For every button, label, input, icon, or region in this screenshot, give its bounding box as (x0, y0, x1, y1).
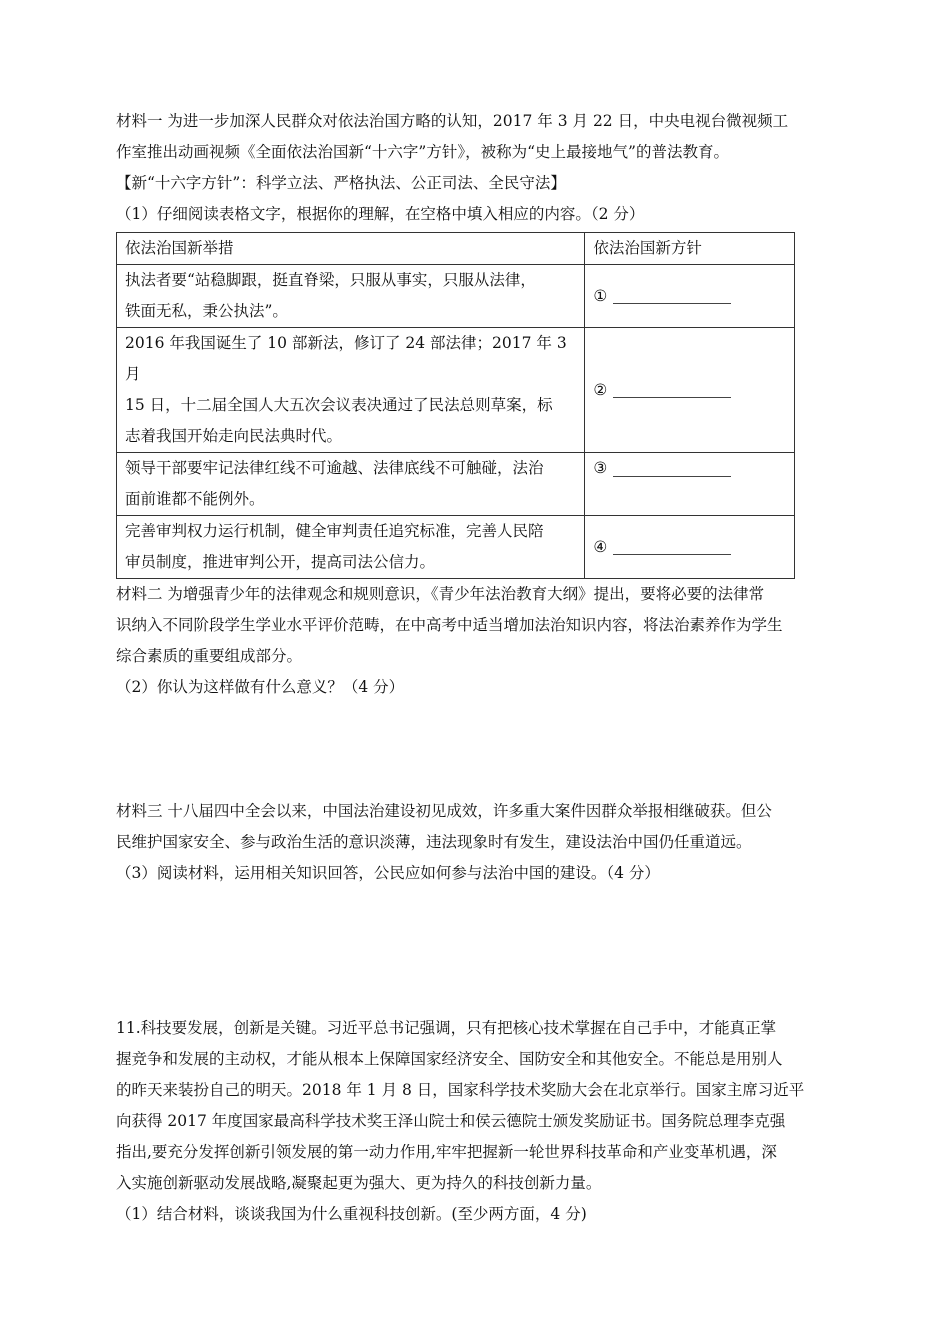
q11-line: 指出,要充分发挥创新引领发展的第一动力作用,牢牢把握新一轮世界科技革命和产业变革机遇，深 (116, 1143, 777, 1161)
measure-line: 领导干部要牢记法律红线不可逾越、法律底线不可触碰，法治 (125, 459, 544, 477)
material-one-line: 材料一 为进一步加深人民群众对依法治国方略的认知，2017 年 3 月 22 日，中央电视台微视频工 (116, 112, 789, 130)
answer-marker: ① (593, 286, 608, 305)
answer-cell[interactable] (585, 265, 795, 328)
material-three-line: 民维护国家安全、参与政治生活的意识淡薄，违法现象时有发生，建设法治中国仍任重道远。 (116, 833, 752, 851)
header-measure: 依法治国新举措 (117, 233, 585, 265)
material-one-line: 作室推出动画视频《全面依法治国新“十六字”方针》，被称为“史上最接地气”的普法教育。 (116, 143, 729, 161)
question-2: （2）你认为这样做有什么意义？（4 分） (116, 678, 405, 696)
measure-line: 15 日，十二届全国人大五次会议表决通过了民法总则草案，标 (125, 396, 553, 414)
measure-cell (117, 516, 585, 579)
material-two-line: 识纳入不同阶段学生学业水平评价范畴，在中高考中适当增加法治知识内容，将法治素养作为学生 (116, 616, 783, 634)
answer-marker: ④ (593, 537, 608, 556)
answer-blank[interactable] (613, 462, 731, 477)
answer-cell[interactable] (585, 453, 795, 516)
answer-blank[interactable] (613, 383, 731, 398)
header-policy: 依法治国新方针 (585, 233, 795, 265)
table-header-row (117, 233, 795, 265)
measure-line: 审员制度，推进审判公开，提高司法公信力。 (125, 553, 436, 571)
q11-line: 向获得 2017 年度国家最高科学技术奖王泽山院士和侯云德院士颁发奖励证书。国务院总理李克强 (116, 1112, 786, 1130)
answer-marker: ③ (593, 459, 608, 477)
answer-blank[interactable] (613, 289, 731, 304)
question-11-1: （1）结合材料，谈谈我国为什么重视科技创新。(至少两方面，4 分) (116, 1205, 587, 1223)
measure-cell (117, 453, 585, 516)
question-3: （3）阅读材料，运用相关知识回答，公民应如何参与法治中国的建设。（4 分） (116, 864, 660, 882)
measure-line: 志着我国开始走向民法典时代。 (125, 427, 343, 445)
measure-line: 面前谁都不能例外。 (125, 490, 265, 508)
material-two (116, 579, 840, 703)
q11-line: 握竞争和发展的主动权，才能从根本上保障国家经济安全、国防安全和其他安全。不能总是用别人 (116, 1050, 783, 1068)
question-11 (116, 1013, 840, 1230)
table-row (117, 453, 795, 516)
answer-cell[interactable] (585, 328, 795, 453)
answer-space[interactable] (116, 703, 840, 796)
q11-line: 的昨天来装扮自己的明天。2018 年 1 月 8 日，国家科学技术奖励大会在北京举行。国家主席习近平 (116, 1081, 805, 1099)
material-one (116, 106, 840, 230)
measure-line: 2016 年我国诞生了 10 部新法，修订了 24 部法律；2017 年 3 月 (125, 334, 567, 383)
measure-cell (117, 328, 585, 453)
q11-line: 入实施创新驱动发展战略,凝聚起更为强大、更为持久的科技创新力量。 (116, 1174, 602, 1192)
measure-line: 完善审判权力运行机制，健全审判责任追究标准，完善人民陪 (125, 522, 544, 540)
question-1: （1）仔细阅读表格文字，根据你的理解，在空格中填入相应的内容。（2 分） (116, 205, 645, 223)
exam-page (116, 106, 840, 1230)
table-row (117, 328, 795, 453)
material-two-line: 综合素质的重要组成部分。 (116, 647, 303, 665)
table-row (117, 265, 795, 328)
material-three-line: 材料三 十八届四中全会以来，中国法治建设初见成效，许多重大案件因群众举报相继破获。但公 (116, 802, 772, 820)
measure-line: 铁面无私，秉公执法”。 (125, 302, 288, 320)
policy-table (116, 232, 795, 579)
answer-marker: ② (593, 380, 608, 399)
material-three (116, 796, 840, 889)
material-one-line: 【新“十六字方针”：科学立法、严格执法、公正司法、全民守法】 (116, 174, 566, 192)
answer-cell[interactable] (585, 516, 795, 579)
material-two-line: 材料二 为增强青少年的法律观念和规则意识，《青少年法治教育大纲》提出，要将必要的法律常 (116, 585, 765, 603)
table-row (117, 516, 795, 579)
answer-blank[interactable] (613, 540, 731, 555)
measure-cell (117, 265, 585, 328)
answer-space[interactable] (116, 889, 840, 1013)
measure-line: 执法者要“站稳脚跟，挺直脊梁，只服从事实，只服从法律， (125, 271, 536, 289)
q11-line: 11.科技要发展，创新是关键。习近平总书记强调，只有把核心技术掌握在自己手中，才能真正掌 (116, 1019, 777, 1037)
